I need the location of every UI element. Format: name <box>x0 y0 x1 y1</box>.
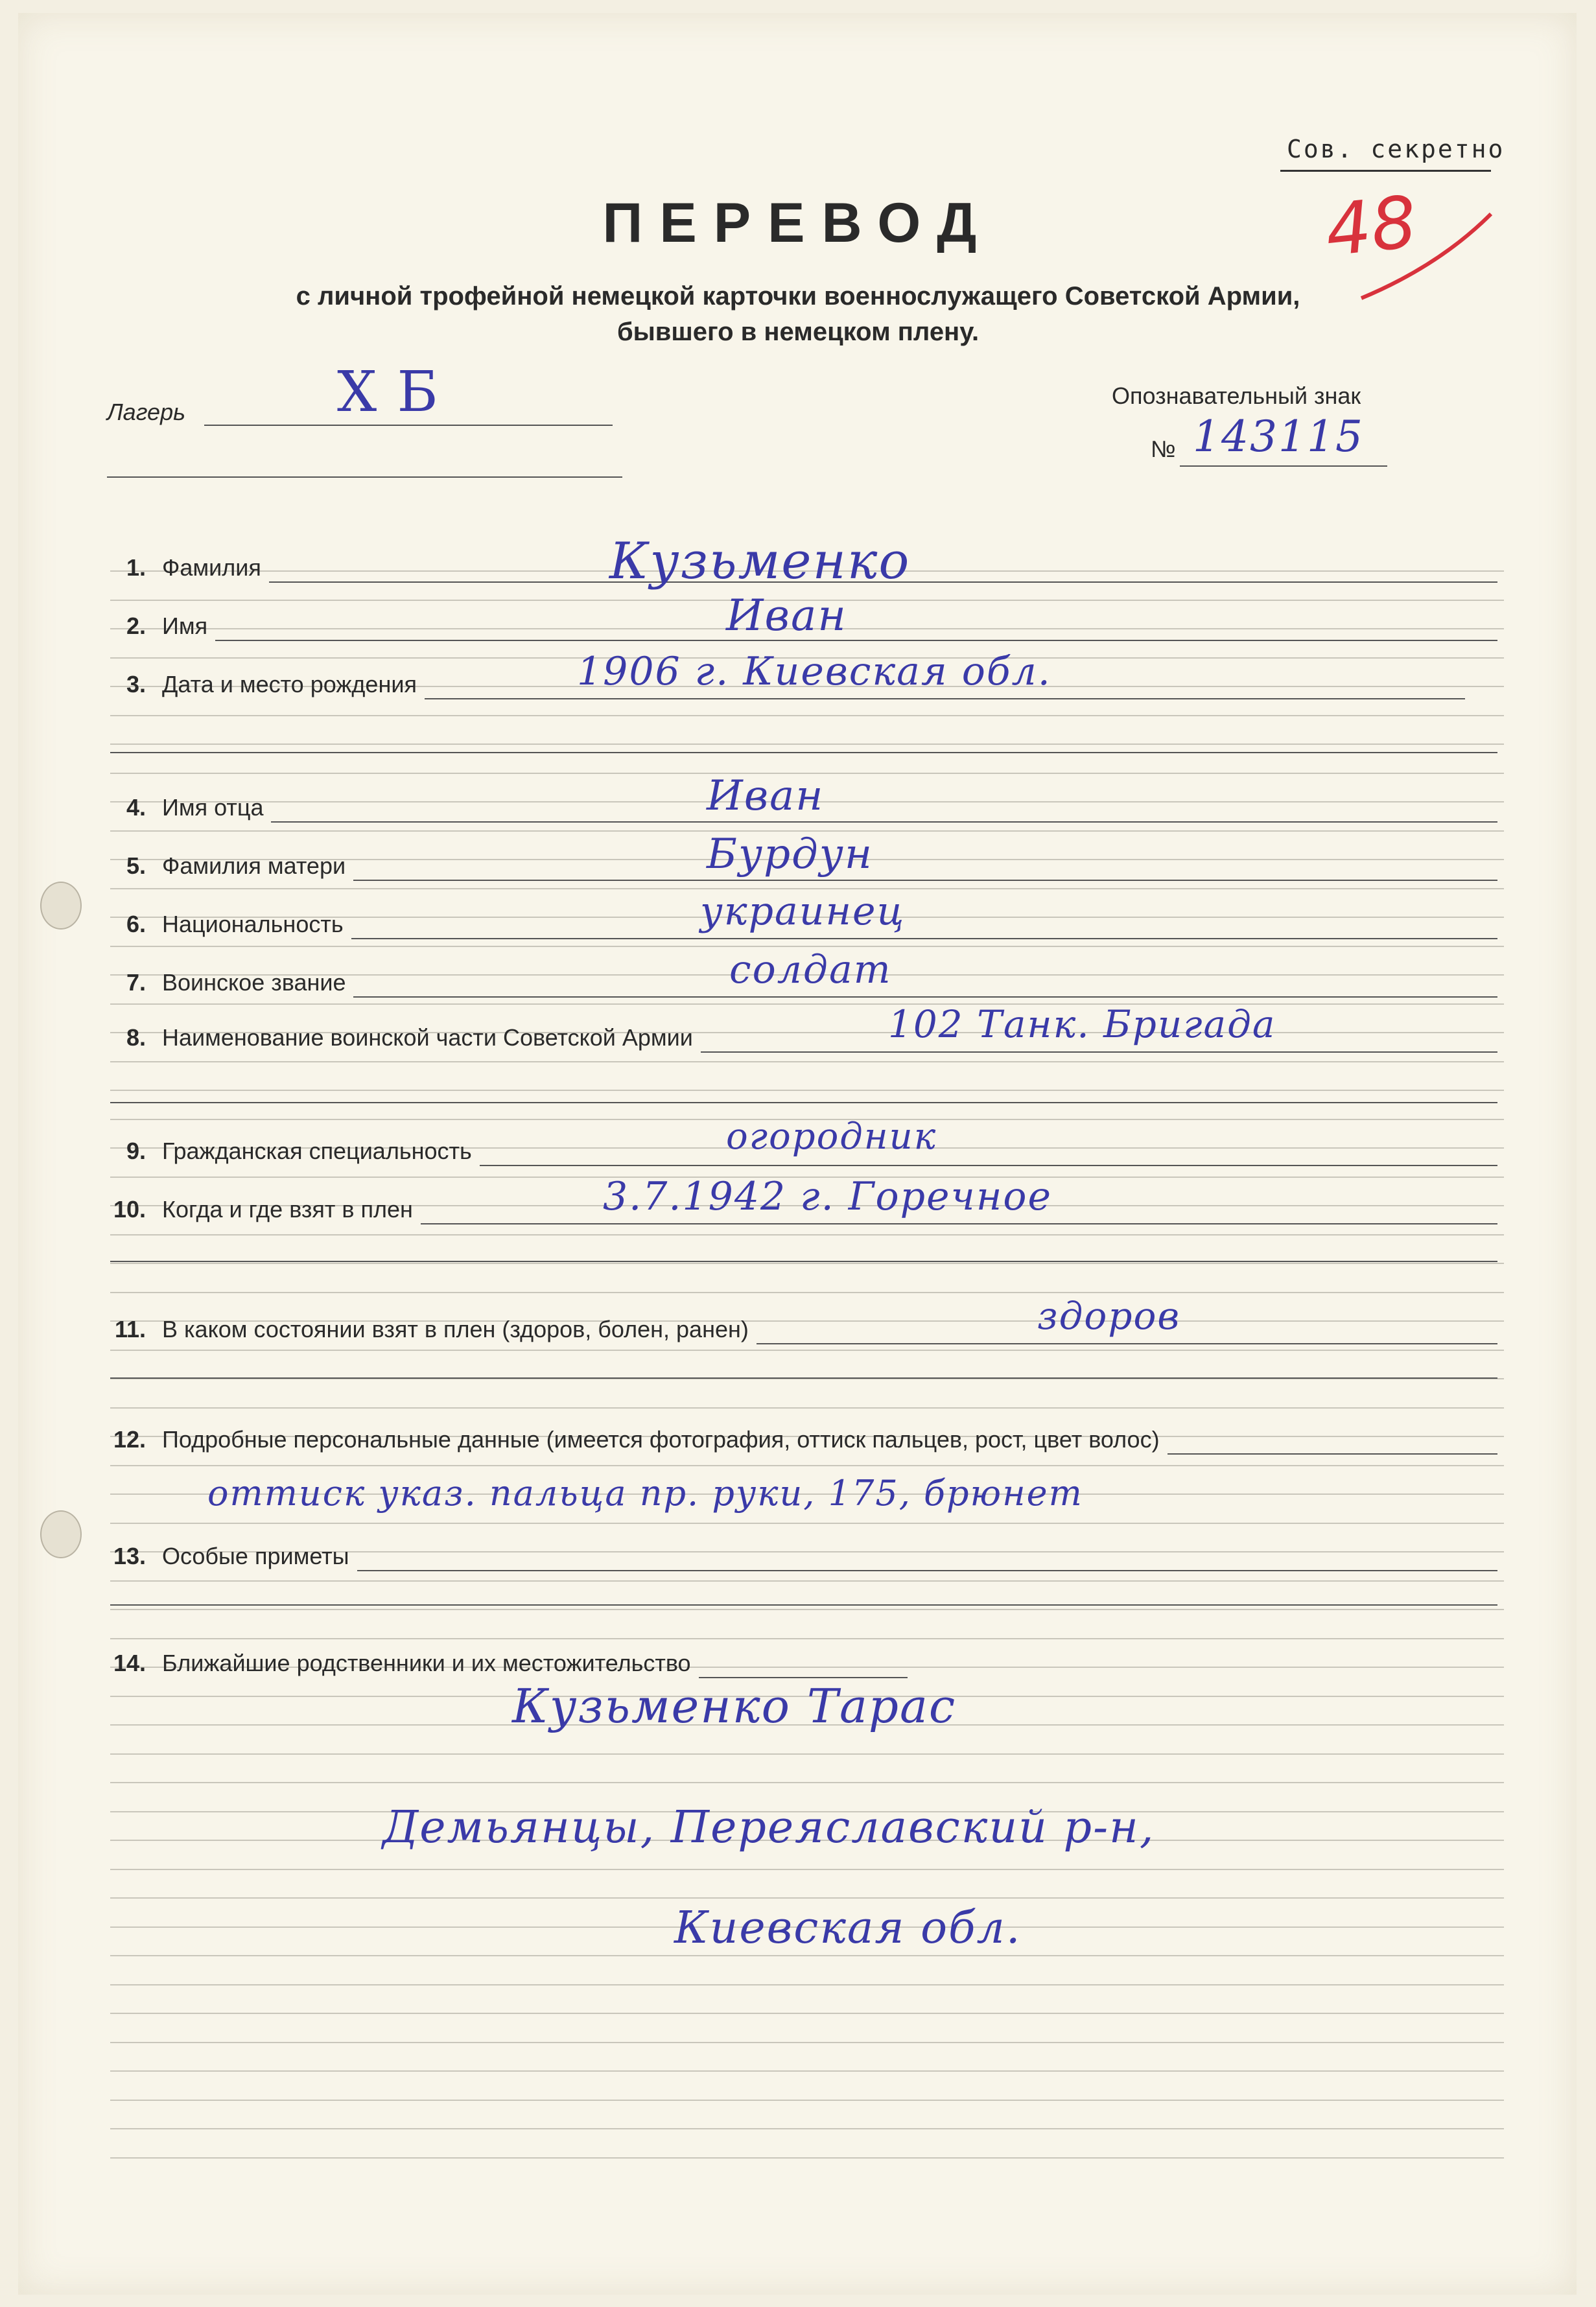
ruled-line <box>110 1292 1504 1293</box>
field-number: 1. <box>126 554 146 581</box>
field-label: Национальность <box>162 911 344 937</box>
field-underline <box>699 1677 908 1678</box>
ruled-line <box>110 2157 1504 2159</box>
field-underline <box>701 1051 1497 1053</box>
document-subtitle-line1: с личной трофейной немецкой карточки военнослужащего Советской Армии, <box>296 282 1300 310</box>
field-continuation-line <box>110 1604 1497 1606</box>
field-label: Имя <box>162 613 208 639</box>
field-continuation-line <box>110 752 1497 753</box>
relatives-village: Демьянцы, Переяславский р-н, <box>382 1802 1155 1853</box>
camp-label: Лагерь <box>107 399 186 425</box>
ruled-line <box>110 1523 1504 1524</box>
classification-stamp: Сов. секретно <box>1287 135 1505 163</box>
classification-underline <box>1280 170 1491 172</box>
field-number: 6. <box>126 911 146 937</box>
field-number: 4. <box>126 794 146 821</box>
field-underline <box>425 698 1465 699</box>
field-number: 14. <box>113 1650 146 1676</box>
field-underline <box>757 1343 1497 1344</box>
id-tag-label: Опознавательный знак <box>1112 382 1361 409</box>
id-tag-underline <box>1180 465 1387 467</box>
field-underline <box>421 1223 1497 1224</box>
field-value: Иван <box>726 591 847 640</box>
field-value: огородник <box>726 1116 937 1158</box>
field-label: Подробные персональные данные (имеется фотография, оттиск пальцев, рост, цвет волос) <box>162 1426 1160 1453</box>
field-label: Воинское звание <box>162 969 346 996</box>
field-value: оттиск указ. пальца пр. руки, 175, брюнет <box>207 1473 1083 1514</box>
field-label: В каком состоянии взят в плен (здоров, болен, ранен) <box>162 1316 749 1342</box>
field-underline <box>357 1570 1497 1571</box>
archive-mark: 48 <box>1321 180 1421 272</box>
form-field-8 <box>0 1002 1596 1095</box>
field-number: 3. <box>126 671 146 697</box>
field-label: Имя отца <box>162 794 264 821</box>
field-label: Фамилия матери <box>162 852 346 879</box>
field-underline <box>271 821 1497 823</box>
ruled-line <box>110 2100 1504 2101</box>
field-number: 9. <box>126 1138 146 1164</box>
ruled-line <box>110 2042 1504 2043</box>
form-field-3 <box>0 649 1596 742</box>
camp-underline <box>204 425 613 426</box>
field-number: 7. <box>126 969 146 996</box>
id-tag-value: 143115 <box>1193 412 1364 462</box>
ruled-line <box>110 2070 1504 2072</box>
document-title: ПЕРЕВОД <box>602 192 994 254</box>
ruled-line <box>110 744 1504 745</box>
ruled-line <box>110 2128 1504 2129</box>
field-value: здоров <box>1037 1294 1181 1338</box>
relatives-region: Киевская обл. <box>674 1903 1022 1954</box>
field-number: 12. <box>113 1426 146 1453</box>
relatives-name: Кузьменко Тарас <box>512 1679 957 1733</box>
ruled-line <box>110 1869 1504 1870</box>
field-number: 13. <box>113 1543 146 1569</box>
field-label: Особые приметы <box>162 1543 349 1569</box>
id-tag-prefix: № <box>1151 436 1176 462</box>
field-label: Фамилия <box>162 554 261 581</box>
field-label: Наименование воинской части Советской Армии <box>162 1024 693 1051</box>
field-value: Иван <box>707 772 825 820</box>
field-underline <box>353 996 1497 998</box>
field-label: Ближайшие родственники и их местожительство <box>162 1650 691 1676</box>
field-label: Дата и место рождения <box>162 671 417 697</box>
camp-underline-2 <box>107 476 622 478</box>
ruled-line <box>110 1955 1504 1956</box>
field-number: 10. <box>113 1196 146 1223</box>
field-number: 5. <box>126 852 146 879</box>
field-value: Бурдун <box>707 830 873 878</box>
field-underline <box>480 1165 1497 1166</box>
field-continuation-line <box>110 1261 1497 1262</box>
ruled-line <box>110 1782 1504 1783</box>
field-continuation-line <box>110 1377 1497 1379</box>
field-value: 102 Танк. Бригада <box>888 1002 1276 1046</box>
ruled-line <box>110 1638 1504 1639</box>
field-underline <box>1168 1453 1497 1455</box>
field-value: Кузьменко <box>609 532 911 591</box>
field-value: украинец <box>700 889 906 934</box>
ruled-line <box>110 1897 1504 1899</box>
field-underline <box>351 938 1497 939</box>
form-field-11 <box>0 1294 1596 1387</box>
field-continuation-line <box>110 1102 1497 1103</box>
ruled-line <box>110 2013 1504 2014</box>
document-subtitle-line2: бывшего в немецком плену. <box>616 318 980 346</box>
field-number: 2. <box>126 613 146 639</box>
field-number: 8. <box>126 1024 146 1051</box>
field-underline <box>215 640 1497 641</box>
field-value: 3.7.1942 г. Горечное <box>603 1174 1052 1219</box>
form-field-13 <box>0 1543 1596 1614</box>
camp-value: X Б <box>337 360 440 425</box>
field-label: Когда и где взят в плен <box>162 1196 413 1223</box>
field-number: 11. <box>114 1316 146 1342</box>
ruled-line <box>110 1407 1504 1409</box>
field-underline <box>353 880 1497 881</box>
field-value: 1906 г. Киевская обл. <box>577 649 1051 694</box>
ruled-line <box>110 1984 1504 1985</box>
form-field-10 <box>0 1174 1596 1267</box>
field-value: солдат <box>729 947 892 992</box>
form-field-12 <box>0 1426 1596 1514</box>
ruled-line <box>110 1753 1504 1755</box>
field-label: Гражданская специальность <box>162 1138 472 1164</box>
